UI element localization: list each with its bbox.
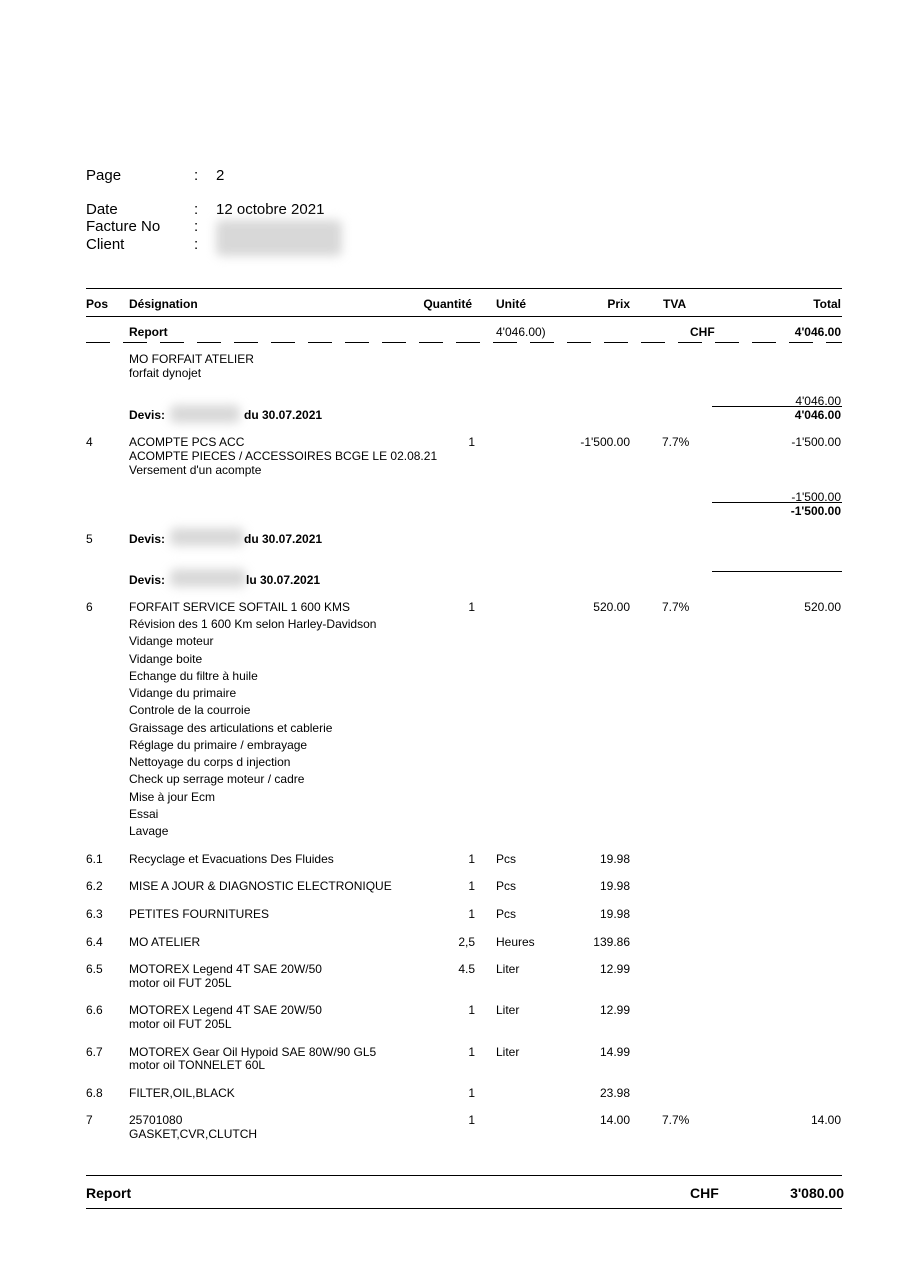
- date-label: Date: [86, 201, 118, 218]
- col-pos-header: Pos: [86, 297, 109, 311]
- subitem-pos: 6.7: [86, 1045, 103, 1059]
- devis-1-label: Devis:: [129, 408, 166, 422]
- client-label: Client: [86, 236, 125, 253]
- item5-pos: 5: [86, 532, 93, 546]
- subitem-designation: Recyclage et Evacuations Des Fluides: [129, 852, 334, 866]
- subitem-pos: 6.2: [86, 879, 103, 893]
- item7-line1: 25701080: [129, 1113, 183, 1127]
- item4-pos: 4: [86, 435, 93, 449]
- report-bottom-total: 3'080.00: [790, 1185, 844, 1201]
- item7-total: 14.00: [810, 1113, 841, 1127]
- subitem-unit: Heures: [496, 935, 535, 949]
- devis-2-date: du 30.07.2021: [244, 532, 323, 546]
- subitem-designation: FILTER,OIL,BLACK: [129, 1086, 235, 1100]
- dash-segment: [567, 342, 591, 343]
- page-colon: :: [194, 167, 199, 184]
- invoice-date: 12 octobre 2021: [216, 201, 325, 218]
- subitem-qty: 1: [468, 907, 475, 921]
- item4-subtotal: -1'500.00: [791, 490, 841, 504]
- redacted-devis-2: [170, 528, 244, 546]
- item6-detail: Nettoyage du corps d injection: [129, 755, 291, 769]
- mo-total: 4'046.00: [794, 408, 841, 422]
- redacted-devis-3: [170, 569, 246, 587]
- col-unite-header: Unité: [496, 297, 526, 311]
- facture-label: Facture No: [86, 218, 161, 235]
- devis-2-label: Devis:: [129, 532, 166, 546]
- item6-detail: Vidange du primaire: [129, 686, 237, 700]
- item4-total-bold: -1'500.00: [790, 504, 841, 518]
- item4-qty: 1: [468, 435, 475, 449]
- subitem-prix: 12.99: [599, 962, 630, 976]
- item6-qty: 1: [468, 600, 475, 614]
- dash-segment: [197, 342, 221, 343]
- item6-prix: 520.00: [593, 600, 630, 614]
- devis-3-rule: [712, 571, 842, 572]
- subitem-qty: 4.5: [458, 962, 475, 976]
- item6-detail: Essai: [129, 807, 159, 821]
- item6-pos: 6: [86, 600, 93, 614]
- item4-line2: ACOMPTE PIECES / ACCESSOIRES BCGE LE 02.08.21: [129, 449, 438, 463]
- subitem-designation: MO ATELIER: [129, 935, 201, 949]
- subitem-designation: PETITES FOURNITURES: [129, 907, 270, 921]
- subitem-unit: Pcs: [496, 907, 517, 921]
- dash-segment: [752, 342, 776, 343]
- subitem-designation-2: motor oil FUT 205L: [129, 1017, 232, 1031]
- item4-subtotal-rule: [712, 502, 842, 503]
- subitem-designation: MISE A JOUR & DIAGNOSTIC ELECTRONIQUE: [129, 879, 392, 893]
- subitem-prix: 19.98: [599, 879, 630, 893]
- item7-qty: 1: [468, 1113, 475, 1127]
- dash-segment: [789, 342, 813, 343]
- item6-title: FORFAIT SERVICE SOFTAIL 1 600 KMS: [129, 600, 350, 614]
- dash-segment: [456, 342, 480, 343]
- subitem-designation: MOTOREX Legend 4T SAE 20W/50: [129, 962, 322, 976]
- subitem-prix: 12.99: [599, 1003, 630, 1017]
- item4-total: -1'500.00: [791, 435, 841, 449]
- subitem-prix: 19.98: [599, 907, 630, 921]
- mo-forfait-line2: forfait dynojet: [129, 366, 202, 380]
- page-label: Page: [86, 167, 122, 184]
- item7-tva: 7.7%: [662, 1113, 690, 1127]
- item7-prix: 14.00: [599, 1113, 630, 1127]
- date-colon: :: [194, 201, 199, 218]
- item6-detail: Mise à jour Ecm: [129, 790, 216, 804]
- item6-detail: Vidange boite: [129, 652, 203, 666]
- item6-total: 520.00: [804, 600, 841, 614]
- subitem-unit: Pcs: [496, 852, 517, 866]
- item6-detail: Echange du filtre à huile: [129, 669, 258, 683]
- col-designation-header: Désignation: [129, 297, 198, 311]
- subitem-pos: 6.1: [86, 852, 103, 866]
- subitem-designation-2: motor oil TONNELET 60L: [129, 1058, 266, 1072]
- dash-segment: [493, 342, 517, 343]
- col-prix-header: Prix: [607, 297, 630, 311]
- col-tva-header: TVA: [663, 297, 687, 311]
- report-top-label: Report: [129, 325, 168, 339]
- item6-detail: Lavage: [129, 824, 169, 838]
- col-total-header: Total: [813, 297, 841, 311]
- devis-1-date: du 30.07.2021: [244, 408, 323, 422]
- subitem-pos: 6.3: [86, 907, 103, 921]
- dash-segment: [86, 342, 110, 343]
- mo-subtotal: 4'046.00: [795, 394, 841, 408]
- dash-segment: [271, 342, 295, 343]
- col-quantite-header: Quantité: [423, 297, 472, 311]
- dash-segment: [123, 342, 147, 343]
- redacted-client-info: [216, 220, 342, 256]
- client-colon: :: [194, 236, 199, 253]
- dash-segment: [604, 342, 628, 343]
- subitem-pos: 6.5: [86, 962, 103, 976]
- item6-detail: Révision des 1 600 Km selon Harley-Davidson: [129, 617, 377, 631]
- report-top-amount: 4'046.00): [496, 325, 546, 339]
- item7-line2: GASKET,CVR,CLUTCH: [129, 1127, 258, 1141]
- subitem-qty: 1: [468, 879, 475, 893]
- subitem-prix: 19.98: [599, 852, 630, 866]
- report-bottom-label: Report: [86, 1185, 132, 1201]
- item6-detail: Graissage des articulations et cablerie: [129, 721, 333, 735]
- subitem-qty: 1: [468, 1003, 475, 1017]
- report-bottom-top-rule: [86, 1175, 842, 1176]
- subitem-prix: 139.86: [593, 935, 630, 949]
- subitem-qty: 1: [468, 1086, 475, 1100]
- subitem-pos: 6.6: [86, 1003, 103, 1017]
- item6-detail: Vidange moteur: [129, 634, 214, 648]
- dash-segment: [382, 342, 406, 343]
- table-header-rule: [86, 316, 842, 317]
- subitem-pos: 6.8: [86, 1086, 103, 1100]
- item6-detail: Check up serrage moteur / cadre: [129, 772, 305, 786]
- item4-tva: 7.7%: [662, 435, 690, 449]
- subitem-qty: 1: [468, 1045, 475, 1059]
- report-bottom-currency: CHF: [690, 1185, 719, 1201]
- dash-segment: [419, 342, 443, 343]
- report-top-total: 4'046.00: [794, 325, 841, 339]
- report-bottom-bottom-rule: [86, 1208, 842, 1209]
- item6-detail: Réglage du primaire / embrayage: [129, 738, 308, 752]
- item6-tva: 7.7%: [662, 600, 690, 614]
- subitem-qty: 2,5: [458, 935, 475, 949]
- item4-line3: Versement d'un acompte: [129, 463, 262, 477]
- subitem-designation-2: motor oil FUT 205L: [129, 976, 232, 990]
- item7-pos: 7: [86, 1113, 93, 1127]
- dash-segment: [715, 342, 739, 343]
- item6-detail: Controle de la courroie: [129, 703, 251, 717]
- mo-subtotal-rule: [712, 406, 842, 407]
- subitem-unit: Liter: [496, 1045, 520, 1059]
- facture-colon: :: [194, 218, 199, 235]
- dash-segment: [234, 342, 258, 343]
- dash-segment: [308, 342, 332, 343]
- dash-segment: [160, 342, 184, 343]
- subitem-qty: 1: [468, 852, 475, 866]
- subitem-prix: 14.99: [599, 1045, 630, 1059]
- item4-line1: ACOMPTE PCS ACC: [129, 435, 245, 449]
- subitem-unit: Pcs: [496, 879, 517, 893]
- subitem-pos: 6.4: [86, 935, 103, 949]
- redacted-devis-1: [170, 405, 240, 423]
- page-number: 2: [216, 167, 225, 184]
- report-top-currency: CHF: [690, 325, 715, 339]
- subitem-designation: MOTOREX Legend 4T SAE 20W/50: [129, 1003, 322, 1017]
- dash-segment: [641, 342, 665, 343]
- mo-forfait-line1: MO FORFAIT ATELIER: [129, 352, 254, 366]
- subitem-unit: Liter: [496, 1003, 520, 1017]
- dash-segment: [678, 342, 702, 343]
- table-top-rule: [86, 288, 842, 289]
- dash-segment: [826, 342, 842, 343]
- devis-3-date: lu 30.07.2021: [246, 573, 321, 587]
- dash-segment: [345, 342, 369, 343]
- dash-segment: [530, 342, 554, 343]
- subitem-unit: Liter: [496, 962, 520, 976]
- subitem-prix: 23.98: [599, 1086, 630, 1100]
- subitem-designation: MOTOREX Gear Oil Hypoid SAE 80W/90 GL5: [129, 1045, 377, 1059]
- devis-3-label: Devis:: [129, 573, 166, 587]
- item4-prix: -1'500.00: [580, 435, 630, 449]
